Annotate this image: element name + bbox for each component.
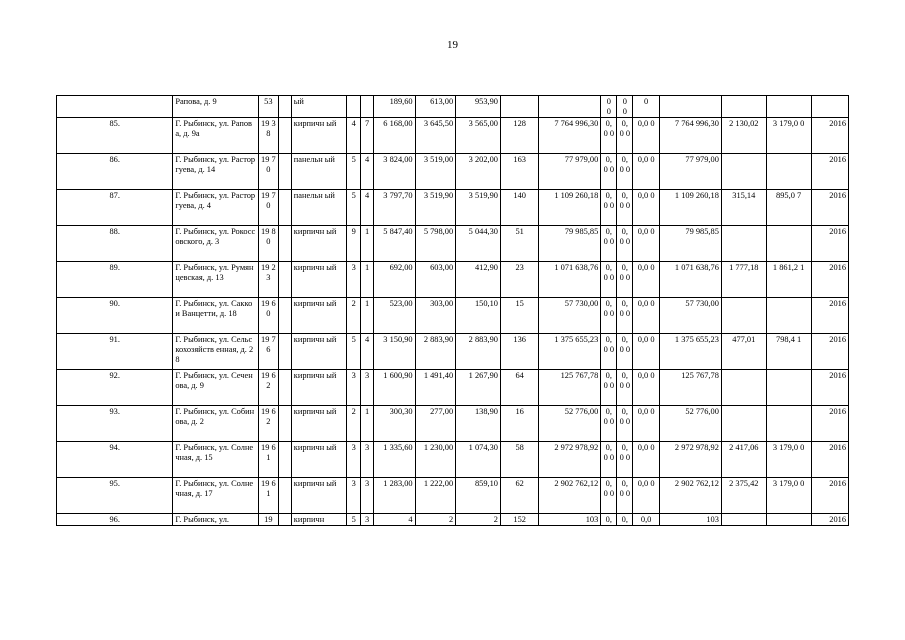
table-row [57,118,849,154]
entrances-cell: 3 [361,478,374,514]
cost-share-b-cell: 0, 0 0 [617,298,633,334]
blank-col-cell [279,298,292,334]
floors-cell: 5 [347,190,361,226]
table-row [57,406,849,442]
floors-cell: 3 [347,478,361,514]
unit-cost-cell [721,96,766,118]
plan-year-cell: 2016 [811,262,848,298]
blank-col-cell [279,514,292,526]
cost-share-b-cell: 0, 0 0 [617,226,633,262]
private-area-cell: 412,90 [456,262,501,298]
unit-cost-cell [721,370,766,406]
address-cell: Рапова, д. 9 [173,96,258,118]
max-unit-cost-cell [766,226,811,262]
floors-cell: 3 [347,370,361,406]
floors-cell: 2 [347,406,361,442]
unit-cost-cell [721,514,766,526]
cost-share-a-cell: 0, 0 0 [601,334,617,370]
living-area-cell: 277,00 [415,406,456,442]
private-area-cell: 953,90 [456,96,501,118]
page-number: 19 [447,39,458,51]
address-cell: Г. Рыбинск, ул. Сельскохозяйств енная, д. 28 [173,334,258,370]
private-area-cell: 138,90 [456,406,501,442]
cost-share-a-cell: 0, 0 0 [601,442,617,478]
cost-share-c-cell: 0 [633,96,660,118]
row-number-cell: 92. [57,370,173,406]
repair-cost-cell: 2 972 978,92 [539,442,601,478]
max-unit-cost-cell: 3 179,0 0 [766,442,811,478]
entrances-cell: 4 [361,154,374,190]
repair-cost-cell: 57 730,00 [539,298,601,334]
blank-col-cell [279,406,292,442]
cost-share-c-cell: 0,0 0 [633,226,660,262]
cost-share-a-cell: 0, [601,514,617,526]
living-area-cell: 613,00 [415,96,456,118]
row-number-cell: 96. [57,514,173,526]
address-cell: Г. Рыбинск, ул. Расторгуева, д. 14 [173,154,258,190]
total-area-cell: 300,30 [373,406,415,442]
plan-year-cell: 2016 [811,442,848,478]
private-area-cell: 1 074,30 [456,442,501,478]
max-unit-cost-cell: 3 179,0 0 [766,478,811,514]
plan-year-cell: 2016 [811,298,848,334]
regional-fund-cell: 1 071 638,76 [659,262,721,298]
total-area-cell: 5 847,40 [373,226,415,262]
residents-cell: 163 [500,154,538,190]
unit-cost-cell: 2 375,42 [721,478,766,514]
entrances-cell: 3 [361,442,374,478]
repair-cost-cell: 52 776,00 [539,406,601,442]
table-row [57,298,849,334]
private-area-cell: 1 267,90 [456,370,501,406]
residents-cell: 62 [500,478,538,514]
repair-cost-cell: 2 902 762,12 [539,478,601,514]
regional-fund-cell: 103 [659,514,721,526]
plan-year-cell: 2016 [811,370,848,406]
address-cell: Г. Рыбинск, ул. Собинова, д. 2 [173,406,258,442]
total-area-cell: 523,00 [373,298,415,334]
row-number-cell: 88. [57,226,173,262]
cost-share-b-cell: 0, 0 0 [617,370,633,406]
blank-col-cell [279,154,292,190]
build-year-cell: 53 [258,96,278,118]
blank-col-cell [279,96,292,118]
row-number-cell: 87. [57,190,173,226]
wall-material-cell: кирпичн ый [291,370,347,406]
cost-share-c-cell: 0,0 [633,514,660,526]
cost-share-a-cell: 0, 0 0 [601,226,617,262]
address-cell: Г. Рыбинск, ул. Сакко и Ванцетти, д. 18 [173,298,258,334]
living-area-cell: 303,00 [415,298,456,334]
cost-share-b-cell: 0, 0 0 [617,406,633,442]
residents-cell: 51 [500,226,538,262]
unit-cost-cell: 477,01 [721,334,766,370]
max-unit-cost-cell: 1 861,2 1 [766,262,811,298]
living-area-cell: 1 491,40 [415,370,456,406]
total-area-cell: 1 335,60 [373,442,415,478]
build-year-cell: 19 23 [258,262,278,298]
entrances-cell: 7 [361,118,374,154]
row-number-cell: 95. [57,478,173,514]
table-row [57,370,849,406]
build-year-cell: 19 38 [258,118,278,154]
cost-share-c-cell: 0,0 0 [633,334,660,370]
row-number-cell: 93. [57,406,173,442]
floors-cell [347,96,361,118]
regional-fund-cell: 125 767,78 [659,370,721,406]
repair-cost-cell [539,96,601,118]
table-row [57,478,849,514]
residents-cell [500,96,538,118]
plan-year-cell: 2016 [811,190,848,226]
repair-cost-cell: 103 [539,514,601,526]
unit-cost-cell [721,154,766,190]
entrances-cell: 4 [361,334,374,370]
cost-share-c-cell: 0,0 0 [633,406,660,442]
max-unit-cost-cell [766,96,811,118]
residents-cell: 136 [500,334,538,370]
regional-fund-cell [659,96,721,118]
cost-share-a-cell: 0, 0 0 [601,370,617,406]
entrances-cell: 3 [361,514,374,526]
wall-material-cell: панельн ый [291,190,347,226]
plan-year-cell: 2016 [811,226,848,262]
cost-share-a-cell: 0, 0 0 [601,154,617,190]
private-area-cell: 2 883,90 [456,334,501,370]
private-area-cell: 3 519,90 [456,190,501,226]
living-area-cell: 3 519,90 [415,190,456,226]
cost-share-a-cell: 0, 0 0 [601,478,617,514]
build-year-cell: 19 70 [258,190,278,226]
living-area-cell: 1 230,00 [415,442,456,478]
max-unit-cost-cell [766,406,811,442]
wall-material-cell: ый [291,96,347,118]
unit-cost-cell: 1 777,18 [721,262,766,298]
address-cell: Г. Рыбинск, ул. Рокоссовского, д. 3 [173,226,258,262]
row-number-cell: 86. [57,154,173,190]
plan-year-cell: 2016 [811,154,848,190]
cost-share-b-cell: 0 0 [617,96,633,118]
row-number-cell [57,96,173,118]
cost-share-a-cell: 0, 0 0 [601,298,617,334]
build-year-cell: 19 [258,514,278,526]
row-number-cell: 94. [57,442,173,478]
address-cell: Г. Рыбинск, ул. Румянцевская, д. 13 [173,262,258,298]
cost-share-b-cell: 0, 0 0 [617,118,633,154]
wall-material-cell: кирпичн ый [291,298,347,334]
row-number-cell: 91. [57,334,173,370]
blank-col-cell [279,262,292,298]
cost-share-b-cell: 0, 0 0 [617,334,633,370]
table-row [57,334,849,370]
plan-year-cell: 2016 [811,514,848,526]
living-area-cell: 5 798,00 [415,226,456,262]
cost-share-c-cell: 0,0 0 [633,478,660,514]
max-unit-cost-cell: 3 179,0 0 [766,118,811,154]
cost-share-a-cell: 0 0 [601,96,617,118]
regional-fund-cell: 7 764 996,30 [659,118,721,154]
address-cell: Г. Рыбинск, ул. Солнечная, д. 17 [173,478,258,514]
table-row [57,442,849,478]
residents-cell: 15 [500,298,538,334]
cost-share-c-cell: 0,0 0 [633,190,660,226]
blank-col-cell [279,442,292,478]
residents-cell: 152 [500,514,538,526]
build-year-cell: 19 62 [258,406,278,442]
plan-year-cell: 2016 [811,478,848,514]
private-area-cell: 5 044,30 [456,226,501,262]
entrances-cell: 1 [361,298,374,334]
floors-cell: 3 [347,262,361,298]
max-unit-cost-cell [766,298,811,334]
build-year-cell: 19 62 [258,370,278,406]
cost-share-b-cell: 0, 0 0 [617,190,633,226]
row-number-cell: 89. [57,262,173,298]
living-area-cell: 1 222,00 [415,478,456,514]
living-area-cell: 2 883,90 [415,334,456,370]
total-area-cell: 3 797,70 [373,190,415,226]
cost-share-b-cell: 0, 0 0 [617,154,633,190]
regional-fund-cell: 2 902 762,12 [659,478,721,514]
blank-col-cell [279,226,292,262]
total-area-cell: 1 283,00 [373,478,415,514]
regional-fund-cell: 77 979,00 [659,154,721,190]
floors-cell: 5 [347,334,361,370]
total-area-cell: 4 [373,514,415,526]
address-cell: Г. Рыбинск, ул. Расторгуева, д. 4 [173,190,258,226]
plan-year-cell: 2016 [811,118,848,154]
total-area-cell: 692,00 [373,262,415,298]
living-area-cell: 603,00 [415,262,456,298]
regional-fund-cell: 2 972 978,92 [659,442,721,478]
regional-fund-cell: 1 109 260,18 [659,190,721,226]
entrances-cell: 3 [361,370,374,406]
unit-cost-cell: 315,14 [721,190,766,226]
cost-share-c-cell: 0,0 0 [633,262,660,298]
wall-material-cell: кирпичн ый [291,442,347,478]
blank-col-cell [279,190,292,226]
regional-fund-cell: 79 985,85 [659,226,721,262]
cost-share-a-cell: 0, 0 0 [601,190,617,226]
residents-cell: 64 [500,370,538,406]
wall-material-cell: кирпичн ый [291,406,347,442]
living-area-cell: 2 [415,514,456,526]
residents-cell: 23 [500,262,538,298]
total-area-cell: 6 168,00 [373,118,415,154]
max-unit-cost-cell [766,154,811,190]
build-year-cell: 19 70 [258,154,278,190]
unit-cost-cell [721,226,766,262]
private-area-cell: 859,10 [456,478,501,514]
wall-material-cell: кирпичн ый [291,226,347,262]
wall-material-cell: кирпичн ый [291,262,347,298]
cost-share-c-cell: 0,0 0 [633,370,660,406]
build-year-cell: 19 76 [258,334,278,370]
floors-cell: 5 [347,154,361,190]
address-cell: Г. Рыбинск, ул. [173,514,258,526]
residents-cell: 140 [500,190,538,226]
max-unit-cost-cell: 798,4 1 [766,334,811,370]
wall-material-cell: кирпичн ый [291,478,347,514]
table-row [57,96,849,118]
blank-col-cell [279,370,292,406]
build-year-cell: 19 60 [258,298,278,334]
housing-register-table [56,95,849,526]
floors-cell: 9 [347,226,361,262]
build-year-cell: 19 61 [258,442,278,478]
floors-cell: 5 [347,514,361,526]
address-cell: Г. Рыбинск, ул. Сеченова, д. 9 [173,370,258,406]
entrances-cell: 1 [361,262,374,298]
build-year-cell: 19 80 [258,226,278,262]
total-area-cell: 3 824,00 [373,154,415,190]
plan-year-cell: 2016 [811,406,848,442]
private-area-cell: 3 565,00 [456,118,501,154]
regional-fund-cell: 52 776,00 [659,406,721,442]
cost-share-a-cell: 0, 0 0 [601,118,617,154]
residents-cell: 128 [500,118,538,154]
unit-cost-cell: 2 417,06 [721,442,766,478]
blank-col-cell [279,478,292,514]
max-unit-cost-cell [766,370,811,406]
living-area-cell: 3 519,00 [415,154,456,190]
repair-cost-cell: 1 109 260,18 [539,190,601,226]
regional-fund-cell: 1 375 655,23 [659,334,721,370]
repair-cost-cell: 1 071 638,76 [539,262,601,298]
total-area-cell: 189,60 [373,96,415,118]
cost-share-c-cell: 0,0 0 [633,154,660,190]
table-body [57,96,849,526]
repair-cost-cell: 1 375 655,23 [539,334,601,370]
row-number-cell: 90. [57,298,173,334]
max-unit-cost-cell: 895,0 7 [766,190,811,226]
private-area-cell: 2 [456,514,501,526]
wall-material-cell: кирпичн [291,514,347,526]
unit-cost-cell [721,406,766,442]
cost-share-b-cell: 0, 0 0 [617,442,633,478]
private-area-cell: 3 202,00 [456,154,501,190]
floors-cell: 4 [347,118,361,154]
private-area-cell: 150,10 [456,298,501,334]
repair-cost-cell: 77 979,00 [539,154,601,190]
entrances-cell: 1 [361,406,374,442]
residents-cell: 58 [500,442,538,478]
blank-col-cell [279,118,292,154]
cost-share-b-cell: 0, 0 0 [617,478,633,514]
blank-col-cell [279,334,292,370]
floors-cell: 3 [347,442,361,478]
plan-year-cell [811,96,848,118]
repair-cost-cell: 7 764 996,30 [539,118,601,154]
floors-cell: 2 [347,298,361,334]
cost-share-c-cell: 0,0 0 [633,298,660,334]
cost-share-b-cell: 0, 0 0 [617,262,633,298]
cost-share-c-cell: 0,0 0 [633,118,660,154]
cost-share-a-cell: 0, 0 0 [601,406,617,442]
max-unit-cost-cell [766,514,811,526]
repair-cost-cell: 125 767,78 [539,370,601,406]
cost-share-a-cell: 0, 0 0 [601,262,617,298]
table-row [57,154,849,190]
regional-fund-cell: 57 730,00 [659,298,721,334]
table-row [57,226,849,262]
total-area-cell: 3 150,90 [373,334,415,370]
cost-share-c-cell: 0,0 0 [633,442,660,478]
entrances-cell: 1 [361,226,374,262]
living-area-cell: 3 645,50 [415,118,456,154]
cost-share-b-cell: 0, [617,514,633,526]
repair-cost-cell: 79 985,85 [539,226,601,262]
table-row [57,262,849,298]
build-year-cell: 19 61 [258,478,278,514]
total-area-cell: 1 600,90 [373,370,415,406]
plan-year-cell: 2016 [811,334,848,370]
residents-cell: 16 [500,406,538,442]
address-cell: Г. Рыбинск, ул. Рапова, д. 9а [173,118,258,154]
unit-cost-cell: 2 130,02 [721,118,766,154]
entrances-cell: 4 [361,190,374,226]
row-number-cell: 85. [57,118,173,154]
wall-material-cell: кирпичн ый [291,118,347,154]
unit-cost-cell [721,298,766,334]
table-row [57,190,849,226]
address-cell: Г. Рыбинск, ул. Солнечная, д. 15 [173,442,258,478]
wall-material-cell: кирпичн ый [291,334,347,370]
wall-material-cell: панельн ый [291,154,347,190]
table-row [57,514,849,526]
entrances-cell [361,96,374,118]
